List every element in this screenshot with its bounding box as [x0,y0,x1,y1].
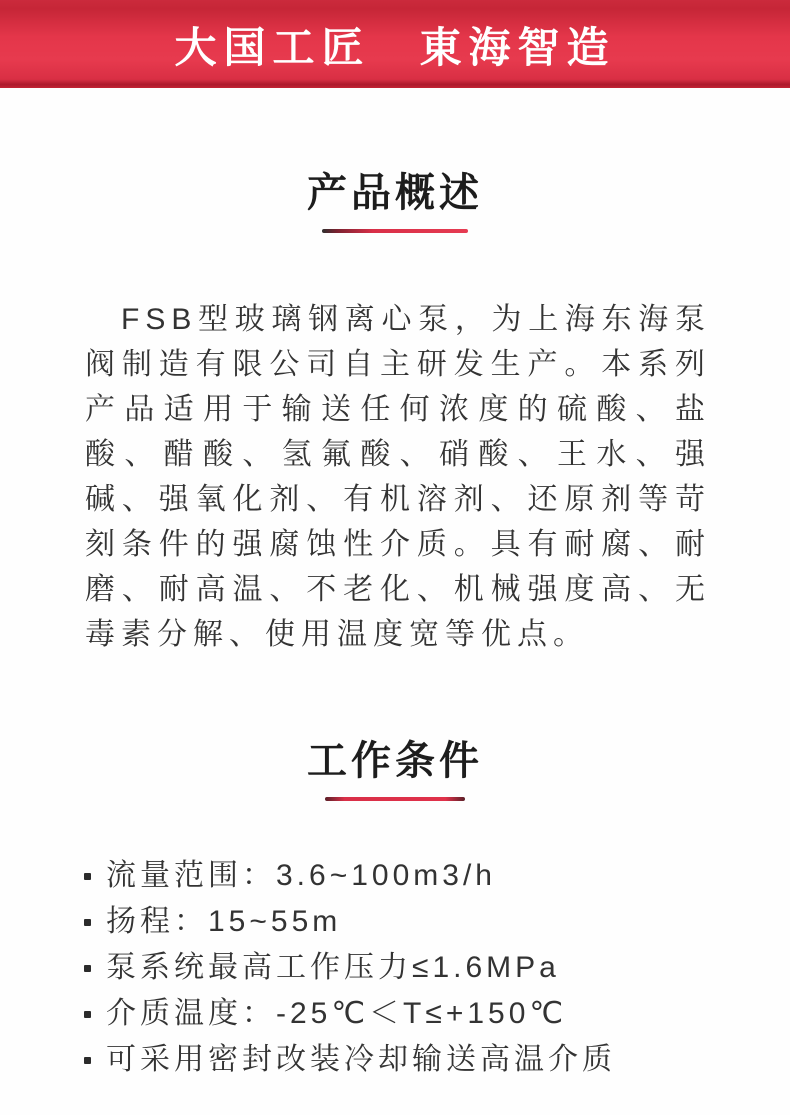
list-item-text: 可采用密封改装冷却输送高温介质 [106,1043,616,1076]
list-item [84,899,730,945]
list-item [84,1037,730,1083]
section-title-product-overview: 产品概述 [307,171,483,215]
bullet-icon [84,919,91,926]
product-overview-paragraph: FSB型玻璃钢离心泵，为上海东海泵阀制造有限公司自主研发生产。本系列产品适用于输送任何浓度的硫酸、盐酸、醋酸、氢氟酸、硝酸、王水、强碱、强氧化剂、有机溶剂、还原剂等苛刻条件的强腐蚀性介质。具有耐腐、耐磨、耐高温、不老化、机械强度高、无毒素分解、使用温度宽等优点。 [85,303,711,651]
list-item [84,991,730,1037]
title-underline-working-conditions [325,797,465,801]
bullet-icon [84,1011,91,1018]
list-item-text: 泵系统最高工作压力≤1.6MPa [106,951,560,984]
header-banner [0,0,790,88]
list-item-text: 介质温度：-25℃＜T≤+150℃ [106,997,568,1030]
title-underline-product-overview [322,229,468,233]
banner-title: 大国工匠 東海智造 [174,24,616,71]
list-item [84,853,730,899]
list-item-text: 扬程：15~55m [106,905,342,938]
list-item [84,945,730,991]
bullet-icon [84,965,91,972]
list-item-text: 流量范围：3.6~100m3/h [106,859,496,892]
working-conditions-list [84,853,730,1083]
bullet-icon [84,1057,91,1064]
section-title-working-conditions: 工作条件 [307,739,483,783]
bullet-icon [84,873,91,880]
